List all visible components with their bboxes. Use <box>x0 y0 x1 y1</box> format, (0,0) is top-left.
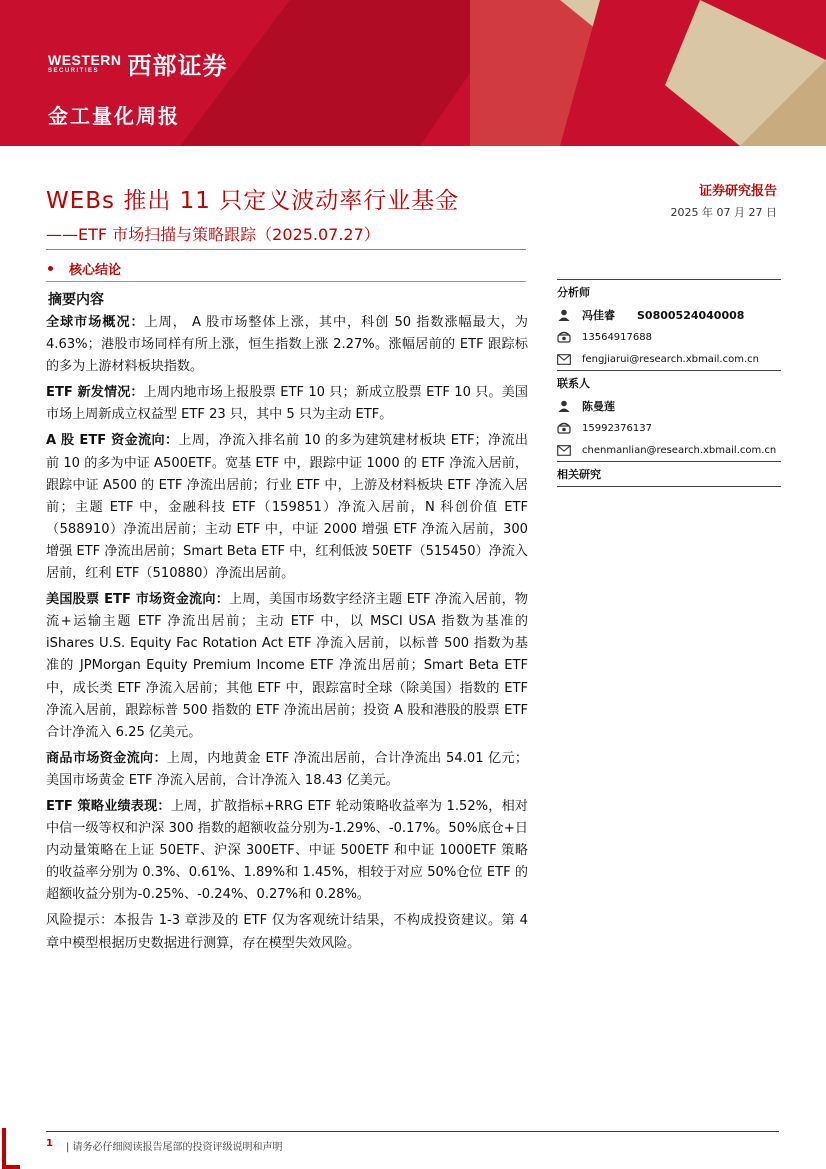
paragraph-commodity-flow <box>46 748 528 792</box>
phone-icon <box>557 422 571 434</box>
logo-en-main: WESTERN <box>48 52 122 68</box>
paragraph-text: 上周， A 股市场整体上涨，其中，科创 50 指数涨幅最大，为 4.63%；港股市场同样有所上涨，恒生指数上涨 2.27%。涨幅居前的 ETF 跟踪标的多为上游材料板块指数。 <box>46 315 528 375</box>
paragraph-text: 上周，美国市场数字经济主题 ETF 净流入居前，物流+运输主题 ETF 净流出居前；主动 ETF 中，以 MSCI USA 指数为基准的 iShares U.S. Equity Fac Rotation Act ETF 净流入居前，以标普 500 指数为基准的 JPMorgan Equity Premium Income ETF 净流出居前；Smart Beta ETF 中，成长类 ETF 净流入居前；其他 ETF 中，跟踪富时全球（除美国）指数的 ETF 净流入居前，跟踪标普 500 指数的 ETF 净流出居前；投资 A 股和港股的股票 ETF 合计净流入 6.25 亿美元。 <box>46 592 528 740</box>
paragraph-text: 上周，扩散指标+RRG ETF 轮动策略收益率为 1.52%，相对中信一级等权和沪深 300 指数的超额收益分别为-1.29%、-0.17%。50%底仓+日内动量策略在上证 50ETF、沪深 300ETF、中证 500ETF 和中证 1000ETF 策略的收益率分别为 0.3%、0.61%、1.89%和 1.45%，相较于对应 50%仓位 ETF 的超额收益分别为-0.25%、-0.24%、0.27%和 0.28%。 <box>46 798 528 903</box>
analyst-phone: 13564917688 <box>582 331 652 343</box>
corner-mark-horizontal <box>2 1165 20 1169</box>
person-icon <box>557 400 571 412</box>
analyst-email[interactable]: fengjiarui@research.xbmail.com.cn <box>582 353 759 365</box>
analyst-title: 分析师 <box>557 279 781 304</box>
report-title: WEBs 推出 11 只定义波动率行业基金 <box>46 188 460 214</box>
paragraph-label: ETF 策略业绩表现： <box>46 798 171 814</box>
analyst-name-line <box>557 304 781 326</box>
paragraph-text: 上周，内地黄金 ETF 净流出居前，合计净流出 54.01 亿元；美国市场黄金 ETF 净流入居前，合计净流入 18.43 亿美元。 <box>46 750 529 788</box>
paragraph-etf-new <box>46 382 528 426</box>
logo-en-sub: SECURITIES <box>48 68 100 74</box>
related-divider <box>557 486 781 487</box>
corner-mark-vertical <box>2 1128 6 1169</box>
paragraph-label: 商品市场资金流向： <box>46 750 167 766</box>
paragraph-label: ETF 新发情况： <box>46 385 144 401</box>
contact-phone: 15992376137 <box>582 422 652 434</box>
analyst-cert: S0800524040008 <box>637 308 745 322</box>
contact-name-line <box>557 395 781 417</box>
report-date: 2025 年 07 月 27 日 <box>670 206 777 219</box>
paragraph-label: A 股 ETF 资金流向： <box>46 433 179 449</box>
paragraph-us-flow <box>46 589 528 744</box>
paragraph-text: 上周内地市场上报股票 ETF 10 只；新成立股票 ETF 10 只。美国市场上周新成立权益型 ETF 23 只，其中 5 只为主动 ETF。 <box>46 385 528 423</box>
core-heading-text: 核心结论 <box>69 263 122 278</box>
sidebar <box>557 279 781 487</box>
paragraph-global-market <box>46 312 528 378</box>
analyst-email-line <box>557 348 781 370</box>
footer-disclaimer: | 请务必仔细阅读报告尾部的投资评级说明和声明 <box>66 1142 283 1153</box>
analyst-name: 冯佳睿 <box>582 309 615 322</box>
paragraph-a-share-flow <box>46 430 528 585</box>
contact-email[interactable]: chenmanlian@research.xbmail.com.cn <box>582 444 777 456</box>
footer-divider <box>46 1131 779 1132</box>
report-series: 金工量化周报 <box>48 104 180 128</box>
header-banner <box>0 0 826 146</box>
report-subtitle: ——ETF 市场扫描与策略跟踪（2025.07.27） <box>46 225 380 244</box>
paragraph-label: 全球市场概况： <box>46 315 145 330</box>
company-logo <box>48 46 228 81</box>
bullet-icon <box>48 266 53 271</box>
contact-phone-line <box>557 417 781 439</box>
mail-icon <box>557 444 571 456</box>
logo-english <box>48 53 122 74</box>
paragraph-text: 上周，净流入排名前 10 的多为建筑建材板块 ETF；净流出前 10 的多为中证 A500ETF。宽基 ETF 中，跟踪中证 1000 的 ETF 净流入居前，跟踪中证 A500 的 ETF 净流出居前；行业 ETF 中，上游及材料板块 ETF 净流入居前；主题 ETF 中，金融科技 ETF（159851）净流入居前，N 科创价值 ETF（588910）净流出居前；主动 ETF 中，中证 2000 增强 ETF 净流入居前，300 增强 ETF 净流出居前；Smart Beta ETF 中，红利低波 50ETF（515450）净流入居前，红利 ETF（510880）净流出居前。 <box>46 433 528 582</box>
contact-title: 联系人 <box>557 370 781 395</box>
core-divider <box>46 281 526 282</box>
page-number: 1 <box>46 1138 53 1149</box>
mail-icon <box>557 353 571 365</box>
paragraph-strategy <box>46 796 528 906</box>
abstract-title: 摘要内容 <box>48 292 104 308</box>
report-type: 证券研究报告 <box>698 184 777 199</box>
related-research-title: 相关研究 <box>557 461 781 486</box>
analyst-phone-line <box>557 326 781 348</box>
logo-chinese: 西部证券 <box>127 52 228 80</box>
abstract-body <box>46 312 528 959</box>
phone-icon <box>557 331 571 343</box>
footer-disclaimer-text: 请务必仔细阅读报告尾部的投资评级说明和声明 <box>72 1142 283 1153</box>
contact-name: 陈曼莲 <box>582 400 615 413</box>
risk-warning: 风险提示：本报告 1-3 章涉及的 ETF 仅为客观统计结果，不构成投资建议。第 4 章中模型根据历史数据进行测算，存在模型失效风险。 <box>46 913 528 951</box>
contact-email-line <box>557 439 781 461</box>
paragraph-label: 美国股票 ETF 市场资金流向： <box>46 592 230 608</box>
person-icon <box>557 309 571 321</box>
title-divider <box>46 249 526 250</box>
core-conclusion-heading <box>48 259 121 278</box>
